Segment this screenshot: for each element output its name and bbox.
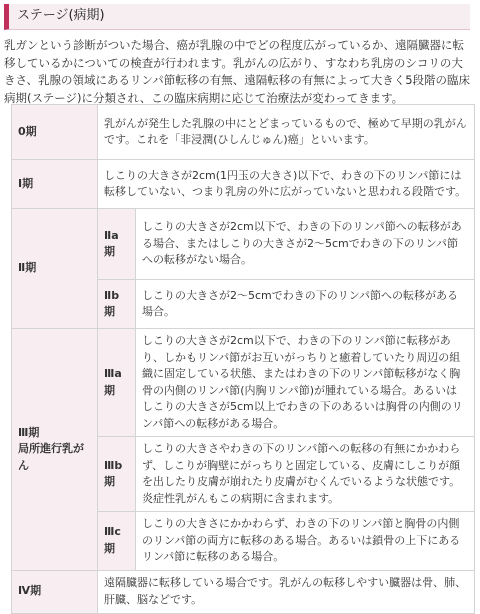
stage-label: Ⅳ期: [12, 570, 98, 613]
stage-table: [11, 104, 475, 614]
stage-label: Ⅱ期: [12, 209, 98, 329]
table-row: [12, 209, 475, 280]
stage-label: Ⅲ期 局所進行乳がん: [12, 329, 98, 571]
substage-label: Ⅲc期: [98, 512, 136, 571]
substage-description: しこりの大きさやわきの下のリンパ節への転移の有無にかかわらず、しこりが胸壁にがっちりと固定している、皮膚にしこりが顔を出したり皮膚が崩れたり皮膚がむくんでいるような状態です。炎症性乳がんもこの病期に含まれます。: [136, 437, 475, 512]
stage-description: 遠隔臓器に転移している場合です。乳がんの転移しやすい臓器は骨、肺、肝臓、脳などです。: [98, 570, 475, 613]
substage-description: しこりの大きさが2cm以下で、わきの下のリンパ節への転移がある場合、またはしこりの大きさが2〜5cmでわきの下のリンパ節への転移がない場合。: [136, 209, 475, 280]
substage-label: Ⅱb期: [98, 280, 136, 329]
substage-label: Ⅱa期: [98, 209, 136, 280]
substage-description: しこりの大きさが2〜5cmでわきの下のリンパ節への転移がある場合。: [136, 280, 475, 329]
intro-paragraph: 乳ガンという診断がついた場合、癌が乳腺の中でどの程度広がっているか、遠隔臓器に転移しているかについての検査が行われます。乳がんの広がり、すなわち乳房のシコリの大きさ、乳腺の領域にあるリンパ節転移の有無、遠隔転移の有無によって大きく5段階の臨床病期(ステージ)に分類され、この臨床病期に応じて治療法が変わってきます。: [4, 38, 471, 105]
substage-description: しこりの大きさが2cm以下で、わきの下のリンパ節に転移があり、しかもリンパ節がお互いがっちりと癒着していたり周辺の組織に固定している状態、またはわきの下のリンパ節転移がなく胸骨の内側のリンパ節(内胸リンパ節)が腫れている場合。あるいはしこりの大きさが5cm以上でわきの下のあるいは胸骨の内側のリンパ節への転移がある場合。: [136, 329, 475, 437]
table-row: [12, 570, 475, 613]
substage-description: しこりの大きさにかかわらず、わきの下のリンパ節と胸骨の内側のリンパ節の両方に転移のある場合。あるいは鎖骨の上下にあるリンパ節に転移のある場合。: [136, 512, 475, 571]
table-row: [12, 105, 475, 160]
table-row: [12, 329, 475, 437]
stage-label: Ⅰ期: [12, 160, 98, 209]
stage-label: 0期: [12, 105, 98, 160]
table-row: [12, 160, 475, 209]
section-heading: ステージ(病期): [4, 4, 470, 30]
stage-description: 乳がんが発生した乳腺の中にとどまっているもので、極めて早期の乳がんです。これを「非浸潤(ひしんじゅん)癌」といいます。: [98, 105, 475, 160]
substage-label: Ⅲb期: [98, 437, 136, 512]
stage-description: しこりの大きさが2cm(1円玉の大きさ)以下で、わきの下のリンパ節には転移していない、つまり乳房の外に広がっていないと思われる段階です。: [98, 160, 475, 209]
substage-label: Ⅲa期: [98, 329, 136, 437]
